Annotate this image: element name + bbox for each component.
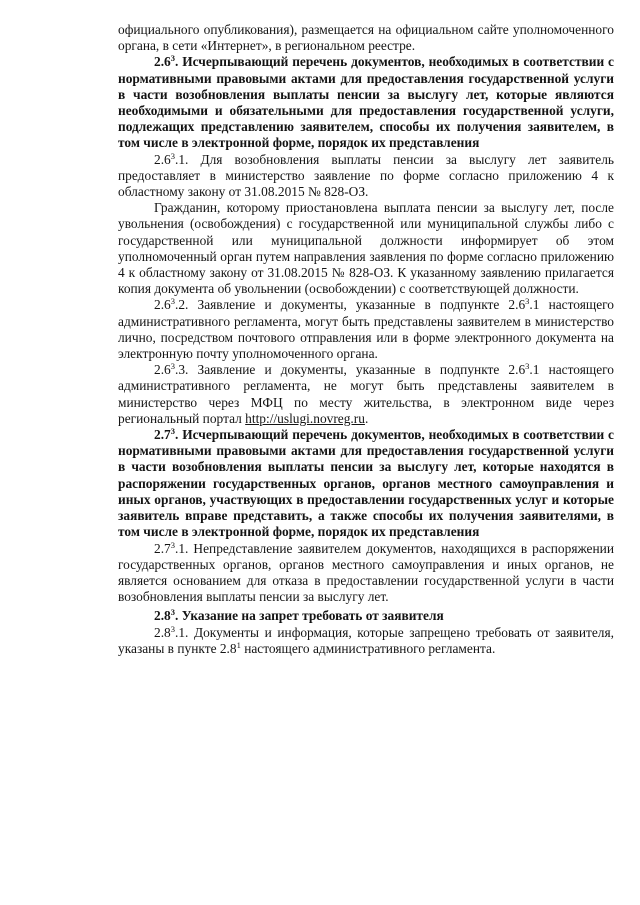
paragraph-2-6-3-3: $2.6^3.3$. Заявление и документы, указанные в подпункте $2.6^3.1$ настоящего административного регламента, не могут быть представлены заявителем в министерство через МФЦ по месту жительства, в электронном виде через региональный портал http://uslugi.novreg.ru. (118, 361, 614, 426)
paragraph-citizen: Гражданин, которому приостановлена выплата пенсии за выслугу лет, после увольнения (освобождения) с государственной или муниципальной службы либо с государственной или муниципальной должности информирует об этом уполномоченный орган путем направления заявления по форме согласно приложению 4 к областному закону от 31.08.2015 № 828-ОЗ. К указанному заявлению прилагается копия документа об увольнении (освобождении) с соответствующей должности. (118, 200, 614, 297)
section-2-7-3-heading: $2.7^3$. Исчерпывающий перечень документов, необходимых в соответствии с нормативными правовыми актами для предоставления государственной услуги в части возобновления выплаты пенсии за выслугу лет, которые находятся в распоряжении государственных органов, органов местного самоуправления и иных органов, участвующих в предоставлении государственных услуг и которые заявитель вправе представить, а также способы их получения заявителями, в том числе в электронной форме, порядок их представления (118, 426, 614, 540)
paragraph-2-7-3-1: $2.7^3.1$. Непредставление заявителем документов, находящихся в распоряжении государственных органов, органов местного самоуправления и иных органов, не является основанием для отказа в предоставлении государственной услуги в части возобновления выплаты пенсии за выслугу лет. (118, 539, 614, 605)
section-2-6-3-heading: $2.6^3$. Исчерпывающий перечень документов, необходимых в соответствии с нормативными правовыми актами для предоставления государственной услуги в части возобновления выплаты пенсии за выслугу лет, которые являются необходимыми и обязательными для предоставления государственной услуги, подлежащих представлению заявителем, способы их получения заявителем, в том числе в электронной форме, порядок их представления (118, 53, 614, 151)
intro-paragraph: официального опубликования), размещается на официальном сайте уполномоченного органа, в сети «Интернет», в региональном реестре. (118, 22, 614, 54)
document-page (118, 22, 614, 657)
paragraph-2-8-3-1: $2.8^3.1$. Документы и информация, которые запрещено требовать от заявителя, указаны в пункте $2.8^1$ настоящего административного регламента. (118, 623, 614, 656)
section-2-8-3-heading: $2.8^3$. Указание на запрет требовать от заявителя (154, 607, 444, 624)
regional-portal-link[interactable]: http://uslugi.novreg.ru (245, 410, 365, 426)
paragraph-2-6-3-2: $2.6^3.2$. Заявление и документы, указанные в подпункте $2.6^3.1$ настоящего административного регламента, могут быть представлены заявителем в министерство лично, посредством почтового отправления или в форме электронного документа на электронную почту уполномоченного органа. (118, 296, 614, 362)
paragraph-2-6-3-1: $2.6^3.1$. Для возобновления выплаты пенсии за выслугу лет заявитель предоставляет в министерство заявление по форме согласно приложению 4 к областному закону от 31.08.2015 № 828-ОЗ. (118, 150, 614, 200)
